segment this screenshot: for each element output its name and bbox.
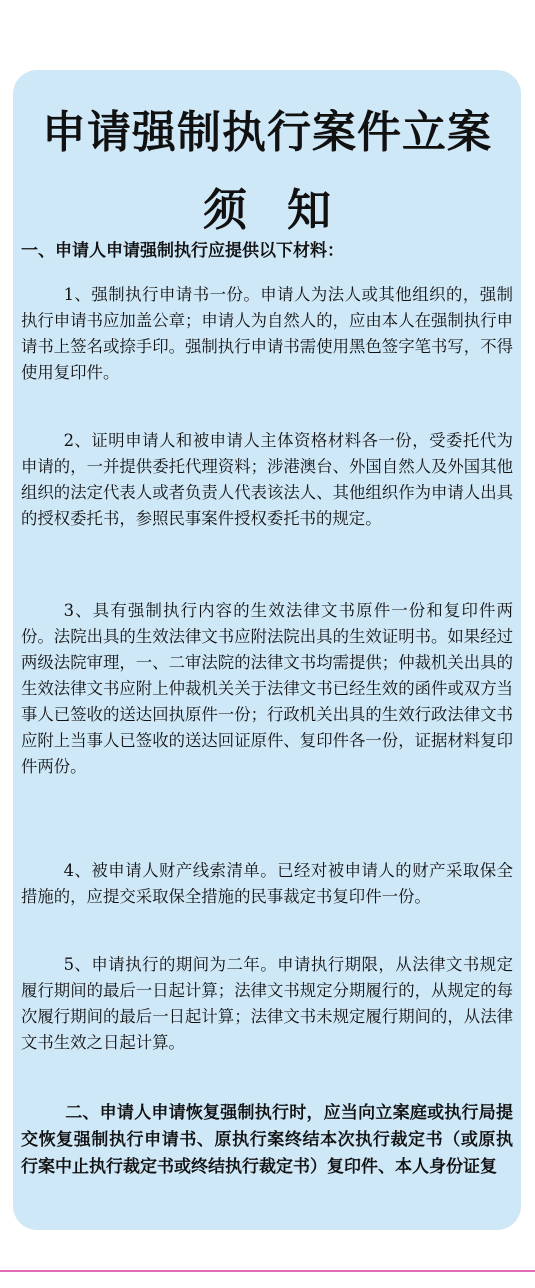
title-line-2: 须知 [203,185,371,236]
notice-panel [13,70,521,1230]
item-2-paragraph: 2、证明申请人和被申请人主体资格材料各一份，受委托代为申请的，一并提供委托代理资料；涉港澳台、外国自然人及外国其他组织的法定代表人或者负责人代表该法人、其他组织作为申请人出具的授权委托书，参照民事案件授权委托书的规定。 [21,431,513,528]
section-1-heading: 一、申请人申请强制执行应提供以下材料： [21,241,344,261]
item-1-paragraph: 1、强制执行申请书一份。申请人为法人或其他组织的，强制执行申请书应加盖公章；申请人为自然人的，应由本人在强制执行申请书上签名或捺手印。强制执行申请书需使用黑色签字笔书写，不得使用复印件。 [21,285,513,382]
bottom-divider [0,1270,535,1272]
section-2-paragraph: 二、申请人申请恢复强制执行时，应当向立案庭或执行局提交恢复强制执行申请书、原执行案终结本次执行裁定书（或原执行案中止执行裁定书或终结执行裁定书）复印件、本人身份证复 [21,1103,513,1177]
title-line-1: 申请强制执行案件立案 [42,107,492,158]
item-3-paragraph: 3、具有强制执行内容的生效法律文书原件一份和复印件两份。法院出具的生效法律文书应附法院出具的生效证明书。如果经过两级法院审理，一、二审法院的法律文书均需提供；仲裁机关出具的生效法律文书应附上仲裁机关关于法律文书已经生效的函件或双方当事人已签收的送达回执原件一份；行政机关出具的生效行政法律文书应附上当事人已签收的送达回证原件、复印件各一份，证据材料复印件两份。 [21,601,513,776]
item-5-paragraph: 5、申请执行的期间为二年。申请执行期限，从法律文书规定履行期间的最后一日起计算；法律文书规定分期履行的，从规定的每次履行期间的最后一日起计算；法律文书未规定履行期间的，从法律文书生效之日起计算。 [21,955,513,1052]
item-4-paragraph: 4、被申请人财产线索清单。已经对被申请人的财产采取保全措施的，应提交采取保全措施的民事裁定书复印件一份。 [21,861,513,906]
